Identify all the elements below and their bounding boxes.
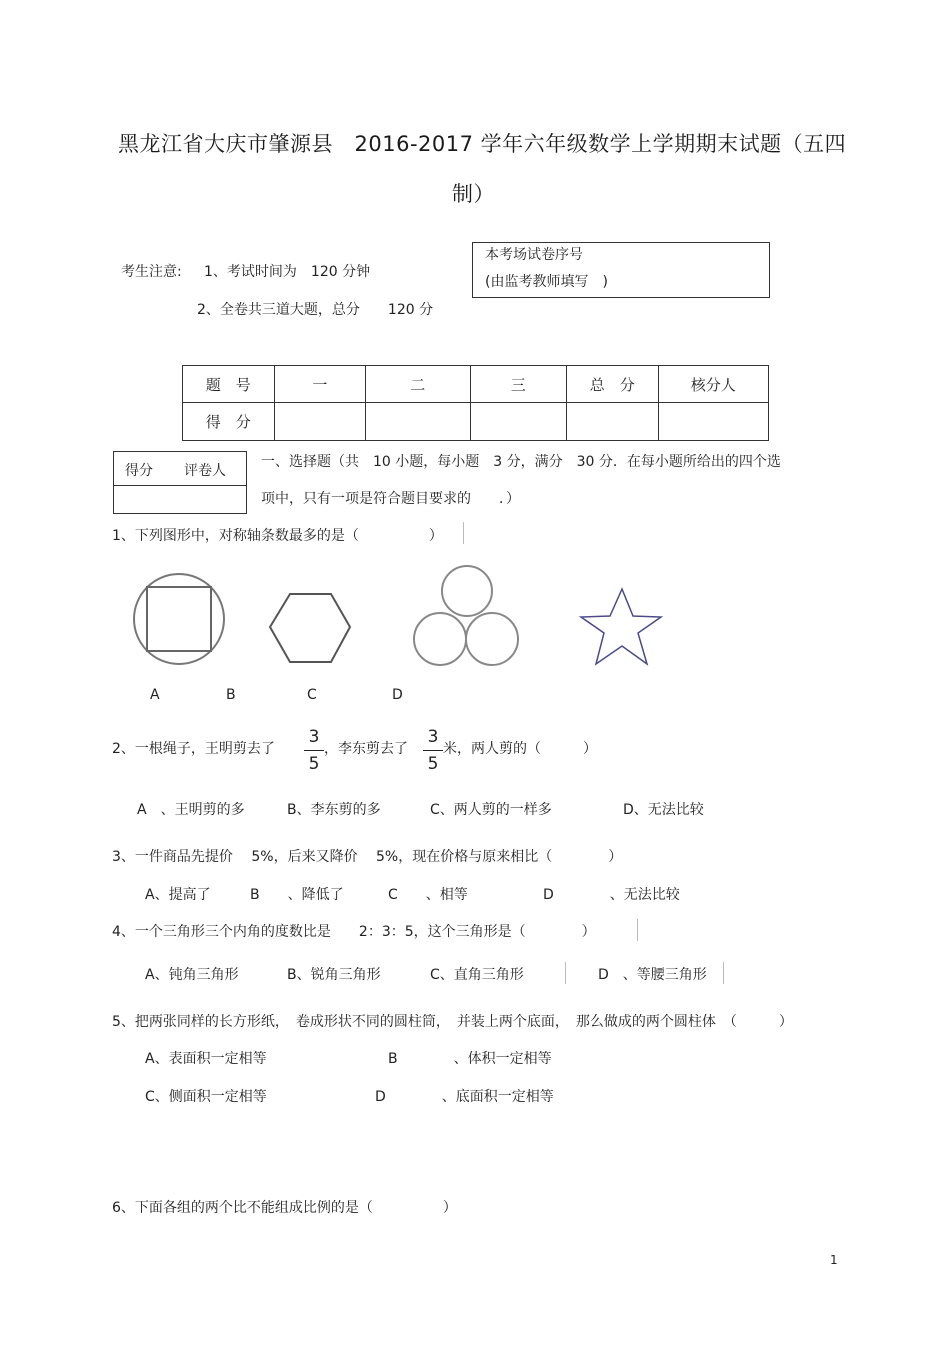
score-table-header: 一	[274, 366, 366, 403]
q4-option-d: D 、等腰三角形	[598, 967, 707, 983]
serial-number-box	[472, 242, 770, 298]
notice-item-time: 1、考试时间为 120 分钟	[204, 264, 371, 280]
q1-option-c: C	[307, 687, 317, 703]
score-cell	[366, 403, 470, 441]
q1-option-d: D	[392, 687, 403, 703]
score-table-header: 二	[366, 366, 470, 403]
three-circles-figure	[414, 566, 518, 665]
score-cell	[470, 403, 566, 441]
score-cell	[274, 403, 366, 441]
divider	[565, 962, 566, 984]
notice-item-score: 2、全卷共三道大题，总分 120 分	[197, 302, 434, 318]
score-cell	[658, 403, 768, 441]
grader-name-label: 评卷人	[184, 463, 226, 479]
q3-option-b: B 、降低了	[250, 887, 344, 903]
score-table-header: 三	[470, 366, 566, 403]
score-table-header: 总 分	[566, 366, 658, 403]
grader-box	[113, 451, 247, 514]
question-3: 3、一件商品先提价 5%，后来又降价 5%，现在价格与原来相比（ ）	[112, 849, 623, 865]
q1-option-b: B	[226, 687, 236, 703]
notice-label: 考生注意:	[121, 264, 182, 280]
page-number: 1	[830, 1253, 838, 1267]
question-2-mid: ，李东剪去了	[324, 741, 408, 757]
q5-option-d: D 、底面积一定相等	[375, 1089, 554, 1105]
circle-with-square-figure	[134, 574, 224, 664]
star-figure	[581, 589, 661, 664]
section-heading: 一、选择题（共 10 小题，每小题 3 分，满分 30 分．在每小题所给出的四个选	[261, 454, 781, 470]
q2-option-a: A 、王明剪的多	[137, 802, 245, 818]
score-cell	[566, 403, 658, 441]
q1-option-a: A	[150, 687, 160, 703]
q4-option-a: A、钝角三角形	[145, 967, 239, 983]
question-5: 5、把两张同样的长方形纸， 卷成形状不同的圆柱筒， 并装上两个底面， 那么做成的两个圆柱体 （ ）	[112, 1014, 793, 1030]
serial-box-label: 本考场试卷序号	[485, 247, 583, 263]
divider	[463, 522, 464, 544]
fraction-denominator: 5	[308, 754, 320, 774]
score-row-label: 得 分	[183, 403, 275, 441]
q1-figures	[120, 560, 680, 675]
q3-option-c: C 、相等	[388, 887, 468, 903]
q4-option-b: B、锐角三角形	[287, 967, 381, 983]
q3-option-a: A、提高了	[145, 887, 211, 903]
q2-option-b: B、李东剪的多	[287, 802, 381, 818]
fraction-numerator: 3	[308, 727, 320, 747]
hexagon-figure	[270, 594, 350, 662]
q3-option-d: D 、无法比较	[543, 887, 680, 903]
question-2: 2、一根绳子，王明剪去了	[112, 741, 275, 757]
fraction-denominator: 5	[427, 754, 439, 774]
question-6: 6、下面各组的两个比不能组成比例的是（ ）	[112, 1200, 457, 1216]
q4-option-c: C、直角三角形	[430, 967, 524, 983]
serial-box-note: (由监考教师填写 )	[485, 274, 608, 290]
question-1: 1、下列图形中，对称轴条数最多的是（ ）	[112, 528, 443, 544]
score-table-header: 题 号	[183, 366, 275, 403]
question-4: 4、一个三角形三个内角的度数比是 2：3：5，这个三角形是（ ）	[112, 924, 596, 940]
page-title-continued: 制）	[452, 182, 495, 206]
question-2-end: 米，两人剪的（ ）	[443, 741, 597, 757]
q5-option-c: C、侧面积一定相等	[145, 1089, 267, 1105]
fraction-numerator: 3	[427, 727, 439, 747]
divider	[637, 919, 638, 941]
score-table-header: 核分人	[658, 366, 768, 403]
q2-option-c: C、两人剪的一样多	[430, 802, 552, 818]
divider	[723, 962, 724, 984]
score-table	[182, 365, 769, 441]
section-heading-continued: 项中，只有一项是符合题目要求的 ．）	[261, 491, 520, 507]
fraction	[304, 727, 324, 774]
q5-option-b: B 、体积一定相等	[388, 1051, 552, 1067]
grader-score-label: 得分	[125, 463, 153, 479]
page-title: 黑龙江省大庆市肇源县 2016-2017 学年六年级数学上学期期末试题（五四	[118, 132, 847, 156]
q2-option-d: D、无法比较	[623, 802, 704, 818]
q5-option-a: A、表面积一定相等	[145, 1051, 267, 1067]
fraction	[423, 727, 443, 774]
